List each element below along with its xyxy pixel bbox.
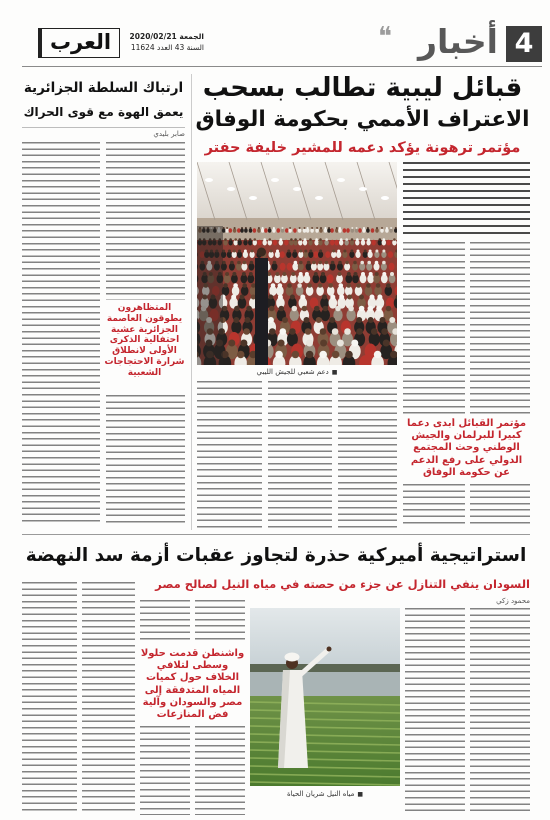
crowd-head xyxy=(231,295,236,300)
crowd-head xyxy=(368,306,374,312)
header-divider xyxy=(22,66,542,67)
crowd-head xyxy=(383,340,390,347)
crowd-figure xyxy=(327,274,334,283)
crowd-head xyxy=(314,272,318,276)
conference-hall-image xyxy=(197,162,397,365)
dam-caption-text: مياه النيل شريان الحياة xyxy=(286,790,355,798)
libya-conference-photo xyxy=(197,162,397,365)
dam-text-column xyxy=(82,582,135,815)
page-number-box: 4 xyxy=(506,26,542,62)
crowd-head xyxy=(228,340,235,347)
crowd-head xyxy=(382,261,386,265)
crowd-head xyxy=(369,272,373,276)
crowd-head xyxy=(319,351,327,359)
crowd-head xyxy=(322,295,327,300)
crowd-figure xyxy=(343,228,347,233)
crowd-figure xyxy=(371,228,375,233)
crowd-head xyxy=(223,283,228,288)
sky xyxy=(250,608,400,670)
crowd-head xyxy=(319,238,322,241)
nile-field-image xyxy=(250,608,400,786)
libya-text-column xyxy=(338,381,397,528)
dam-text-column xyxy=(470,608,530,815)
libya-lead-paragraph xyxy=(403,162,530,236)
crowd-head xyxy=(269,238,272,241)
crowd-head xyxy=(389,317,395,323)
section-title: أخبار xyxy=(418,22,498,61)
algeria-text-column xyxy=(106,142,185,300)
crowd-head xyxy=(315,238,318,241)
issue-number: السنة 43 العدد 11624 xyxy=(130,43,204,52)
crowd-head xyxy=(294,261,298,265)
crowd-head xyxy=(356,238,359,241)
crowd-head xyxy=(368,317,374,323)
libya-headline-line-1: قبائل ليبية تطالب بسحب xyxy=(202,73,523,103)
crowd-head xyxy=(278,283,283,288)
libya-pull-quote: مؤتمر القبائل أبدى دعما كبيرا للبرلمان والجيش الوطني وحث المجتمع الدولي على رفع الدعم عن حكومة الوفاق xyxy=(406,418,527,478)
crowd-head xyxy=(367,261,371,265)
crowd-head xyxy=(311,227,313,229)
algeria-byline: صابر بليدي xyxy=(153,130,185,138)
crowd-head xyxy=(270,250,273,253)
square-bullet-icon: ■ xyxy=(331,369,338,376)
crowd-head xyxy=(289,328,296,335)
algeria-pull-quote: المتظاهرون يطوقون العاصمة الجزائرية عشية احتفالية الذكرى الأولى لانطلاق شرارة الاحتجاجات الشعبية xyxy=(104,303,185,378)
algeria-text-column xyxy=(106,395,185,526)
ceiling-light xyxy=(227,187,235,191)
crowd-head xyxy=(300,295,305,300)
crowd-head xyxy=(386,283,391,288)
crowd-head xyxy=(345,351,353,359)
crowd-figure xyxy=(287,263,293,271)
crowd-head xyxy=(316,227,318,229)
ceiling-light xyxy=(337,178,345,182)
crowd-head xyxy=(305,272,309,276)
crowd-head xyxy=(304,238,307,241)
dam-text-column xyxy=(140,600,190,644)
crowd-head xyxy=(345,238,348,241)
crowd-head xyxy=(376,306,382,312)
crowd-figure xyxy=(335,240,339,246)
crowd-figure xyxy=(280,251,285,258)
crowd-head xyxy=(351,238,354,241)
crowd-head xyxy=(316,317,322,323)
ceiling-light xyxy=(271,178,279,182)
crowd-head xyxy=(362,238,365,241)
crowd-figure xyxy=(325,251,330,258)
crowd-head xyxy=(329,317,335,323)
crowd-head xyxy=(363,227,365,229)
crowd-head xyxy=(282,317,288,323)
crowd-head xyxy=(336,227,338,229)
crowd-head xyxy=(304,227,306,229)
algeria-headline-line-2: يعمق الهوة مع قوى الحراك xyxy=(23,105,184,119)
crowd-head xyxy=(268,295,273,300)
crowd-head xyxy=(234,227,236,229)
crowd-head xyxy=(240,340,247,347)
crowd-head xyxy=(245,227,247,229)
libya-subheadline: مؤتمر ترهونة يؤكد دعمه للمشير خليفة حفتر xyxy=(204,140,521,156)
ceiling-light xyxy=(359,187,367,191)
crowd-head xyxy=(346,283,351,288)
crowd-head xyxy=(339,227,341,229)
algeria-headline-line-1: ارتباك السلطة الجزائرية xyxy=(23,80,184,96)
square-bullet-icon: ■ xyxy=(357,791,364,798)
crowd-head xyxy=(307,283,312,288)
nile-field-photo xyxy=(250,608,400,786)
crowd-head xyxy=(278,295,283,300)
crowd-head xyxy=(375,272,379,276)
crowd-head xyxy=(294,238,297,241)
crowd-head xyxy=(348,306,354,312)
crowd-head xyxy=(332,250,335,253)
dam-text-column xyxy=(195,726,245,815)
crowd-head xyxy=(234,238,237,241)
ceiling-light xyxy=(249,196,257,200)
crowd-head xyxy=(238,238,241,241)
crowd-figure xyxy=(253,228,257,233)
crowd-head xyxy=(382,250,385,253)
crowd-head xyxy=(360,261,364,265)
crowd-head xyxy=(332,328,339,335)
crowd-head xyxy=(309,250,312,253)
ceiling-light xyxy=(205,178,213,182)
crowd-head xyxy=(356,283,361,288)
crowd-head xyxy=(328,283,333,288)
crowd-head xyxy=(273,261,277,265)
section-divider xyxy=(22,534,530,535)
crowd-head xyxy=(312,261,316,265)
crowd-head xyxy=(320,340,327,347)
crowd-figure xyxy=(330,228,334,233)
crowd-head xyxy=(224,238,227,241)
crowd-head xyxy=(370,295,375,300)
crowd-head xyxy=(307,227,309,229)
libya-text-column xyxy=(470,242,530,414)
crowd-head xyxy=(393,238,396,241)
crowd-head xyxy=(335,306,341,312)
standing-man xyxy=(255,248,268,366)
crowd-head xyxy=(263,238,266,241)
crowd-head xyxy=(249,238,252,241)
crowd-head xyxy=(321,272,325,276)
crowd-head xyxy=(280,328,287,335)
crowd-head xyxy=(320,227,322,229)
crowd-head xyxy=(386,227,388,229)
dam-byline: محمود زكي xyxy=(496,597,530,605)
crowd-head xyxy=(241,227,243,229)
crowd-figure xyxy=(264,228,268,233)
crowd-head xyxy=(331,261,335,265)
crowd-head xyxy=(243,328,250,335)
ceiling-light xyxy=(381,196,389,200)
crowd-head xyxy=(293,250,296,253)
crowd-head xyxy=(302,306,308,312)
algeria-headline-divider xyxy=(22,127,185,128)
crowd-head xyxy=(237,261,241,265)
crowd-figure xyxy=(358,228,362,233)
crowd-head xyxy=(383,238,386,241)
crowd-head xyxy=(356,317,362,323)
crowd-head xyxy=(246,306,252,312)
crowd-head xyxy=(344,328,351,335)
crowd-head xyxy=(345,261,349,265)
issue-date: الجمعة 2020/02/21 xyxy=(129,32,204,41)
crowd-head xyxy=(366,283,371,288)
crowd-head xyxy=(381,328,388,335)
crowd-head xyxy=(250,261,254,265)
crowd-head xyxy=(347,295,352,300)
crowd-head xyxy=(290,295,295,300)
crowd-head xyxy=(249,272,253,276)
crowd-head xyxy=(337,340,344,347)
crowd-head xyxy=(351,227,353,229)
crowd-head xyxy=(357,250,360,253)
column-divider xyxy=(191,74,192,530)
dam-text-column xyxy=(195,600,245,644)
crowd-head xyxy=(269,227,271,229)
far-riverbank xyxy=(250,664,400,673)
libya-photo-caption xyxy=(197,367,397,378)
crowd-head xyxy=(379,238,382,241)
dam-text-column xyxy=(22,582,77,815)
crowd-head xyxy=(354,272,358,276)
crowd-head xyxy=(275,351,283,359)
ceiling-light xyxy=(315,196,323,200)
crowd-head xyxy=(225,272,229,276)
crowd-head xyxy=(338,261,342,265)
crowd-head xyxy=(282,227,284,229)
crowd-head xyxy=(330,295,335,300)
crowd-figure xyxy=(280,263,286,271)
dam-text-column xyxy=(405,608,465,815)
crowd-figure xyxy=(389,263,395,271)
crowd-figure xyxy=(237,228,241,233)
crowd-head xyxy=(275,272,279,276)
crowd-head xyxy=(280,238,283,241)
crowd-head xyxy=(375,250,378,253)
crowd-head xyxy=(332,351,340,359)
crowd-head xyxy=(338,272,342,276)
dam-photo-caption xyxy=(250,789,400,800)
crowd-head xyxy=(319,250,322,253)
quote-icon: ❝ xyxy=(378,22,392,52)
crowd-head xyxy=(299,250,302,253)
crowd-head xyxy=(292,351,300,359)
crowd-head xyxy=(361,272,365,276)
crowd-head xyxy=(276,250,279,253)
crowd-head xyxy=(337,250,340,253)
crowd-head xyxy=(273,227,275,229)
crowd-head xyxy=(258,227,260,229)
crowd-head xyxy=(226,227,228,229)
crowd-head xyxy=(371,328,378,335)
crowd-head xyxy=(291,272,295,276)
crowd-head xyxy=(350,250,353,253)
crowd-head xyxy=(304,317,310,323)
crowd-head xyxy=(234,306,240,312)
crowd-figure xyxy=(386,240,390,246)
crowd-head xyxy=(299,227,301,229)
crowd-head xyxy=(306,351,314,359)
crowd-figure xyxy=(257,240,261,246)
crowd-head xyxy=(351,340,358,347)
libya-headline-line-2: الاعتراف الأممي بحكومة الوفاق xyxy=(195,107,530,132)
crowd-head xyxy=(279,306,285,312)
crowd-head xyxy=(233,283,238,288)
crowd-head xyxy=(238,250,241,253)
crowd-head xyxy=(297,283,302,288)
ceiling-light xyxy=(293,187,301,191)
crowd-head xyxy=(230,261,234,265)
crowd-head xyxy=(237,351,245,359)
crowd-head xyxy=(250,227,252,229)
crowd-head xyxy=(242,283,247,288)
crowd-head xyxy=(340,238,343,241)
crowd-head xyxy=(320,328,327,335)
crowd-figure xyxy=(346,228,350,233)
crowd-head xyxy=(325,261,329,265)
issue-date-block xyxy=(124,31,204,53)
crowd-head xyxy=(367,227,369,229)
crowd-head xyxy=(364,250,367,253)
crowd-head xyxy=(299,261,303,265)
crowd-head xyxy=(380,317,386,323)
crowd-head xyxy=(271,283,276,288)
crowd-head xyxy=(232,272,236,276)
green-field xyxy=(250,696,400,786)
crowd-head xyxy=(233,250,236,253)
libya-text-column xyxy=(403,484,465,528)
crowd-head xyxy=(289,227,291,229)
crowd-head xyxy=(376,283,381,288)
newspaper-logo: العرب xyxy=(38,28,120,58)
libya-text-column xyxy=(470,484,530,528)
crowd-head xyxy=(240,295,245,300)
crowd-head xyxy=(369,250,372,253)
crowd-head xyxy=(245,317,251,323)
crowd-head xyxy=(299,238,302,241)
crowd-head xyxy=(282,272,286,276)
crowd-head xyxy=(251,250,254,253)
crowd-head xyxy=(359,295,364,300)
algeria-text-column xyxy=(22,142,100,526)
crowd-head xyxy=(347,272,351,276)
crowd-head xyxy=(374,351,382,359)
crowd-head xyxy=(233,317,239,323)
dam-pull-quote: واشنطن قدمت حلولا وسطى لتلافي الخلاف حول كميات المياه المتدفقة إلى مصر والسودان وآلية فض المنازعات xyxy=(140,648,245,721)
crowd-head xyxy=(390,272,394,276)
crowd-head xyxy=(314,306,320,312)
crowd-head xyxy=(353,261,357,265)
libya-text-column xyxy=(197,381,262,528)
dam-subheadline: السودان ينفي التنازل عن جزء من حصته في مياه النيل لصالح مصر xyxy=(155,577,530,591)
libya-text-column xyxy=(268,381,332,528)
crowd-head xyxy=(268,317,274,323)
dam-headline: استراتيجية أميركية حذرة لتجاوز عقبات أزمة سد النهضة xyxy=(25,545,527,566)
dam-text-column xyxy=(140,726,190,815)
crowd-head xyxy=(343,250,346,253)
crowd-head xyxy=(323,306,329,312)
crowd-figure xyxy=(293,228,297,233)
crowd-head xyxy=(339,295,344,300)
crowd-head xyxy=(306,340,313,347)
crowd-head xyxy=(309,238,312,241)
crowd-head xyxy=(244,250,247,253)
crowd-head xyxy=(287,283,292,288)
crowd-head xyxy=(395,227,397,229)
crowd-head xyxy=(325,227,327,229)
crowd-head xyxy=(228,250,231,253)
crowd-head xyxy=(278,340,285,347)
crowd-head xyxy=(356,328,363,335)
crowd-figure xyxy=(388,251,393,258)
crowd-figure xyxy=(229,228,233,233)
crowd-head xyxy=(242,272,246,276)
crowd-head xyxy=(262,227,264,229)
crowd-head xyxy=(390,227,392,229)
crowd-head xyxy=(307,261,311,265)
libya-caption-text: دعم شعبي للجيش الليبي xyxy=(256,368,329,376)
photo-left-shade xyxy=(197,226,223,365)
crowd-figure xyxy=(277,228,281,233)
crowd-head xyxy=(376,227,378,229)
crowd-head xyxy=(375,261,379,265)
crowd-figure xyxy=(372,240,376,246)
crowd-figure xyxy=(273,240,277,246)
crowd-figure xyxy=(285,228,289,233)
crowd-head xyxy=(386,306,392,312)
crowd-head xyxy=(269,328,276,335)
crowd-head xyxy=(377,295,382,300)
crowd-figure xyxy=(313,251,318,258)
crowd-head xyxy=(318,261,322,265)
crowd-figure xyxy=(284,240,288,246)
crowd-head xyxy=(292,306,298,312)
crowd-head xyxy=(243,261,247,265)
crowd-head xyxy=(359,306,365,312)
crowd-head xyxy=(254,238,257,241)
crowd-head xyxy=(229,238,232,241)
crowd-head xyxy=(244,238,247,241)
crowd-head xyxy=(269,306,275,312)
crowd-head xyxy=(304,250,307,253)
crowd-head xyxy=(381,227,383,229)
crowd-head xyxy=(328,227,330,229)
libya-text-column xyxy=(403,242,465,414)
crowd-head xyxy=(339,283,344,288)
crowd-head xyxy=(367,238,370,241)
crowd-head xyxy=(382,272,386,276)
crowd-head xyxy=(287,250,290,253)
crowd-head xyxy=(299,272,303,276)
crowd-head xyxy=(325,238,328,241)
nile-river xyxy=(250,672,400,698)
crowd-head xyxy=(318,283,323,288)
crowd-head xyxy=(356,227,358,229)
crowd-figure xyxy=(330,240,334,246)
crowd-head xyxy=(305,328,312,335)
crowd-head xyxy=(290,238,293,241)
